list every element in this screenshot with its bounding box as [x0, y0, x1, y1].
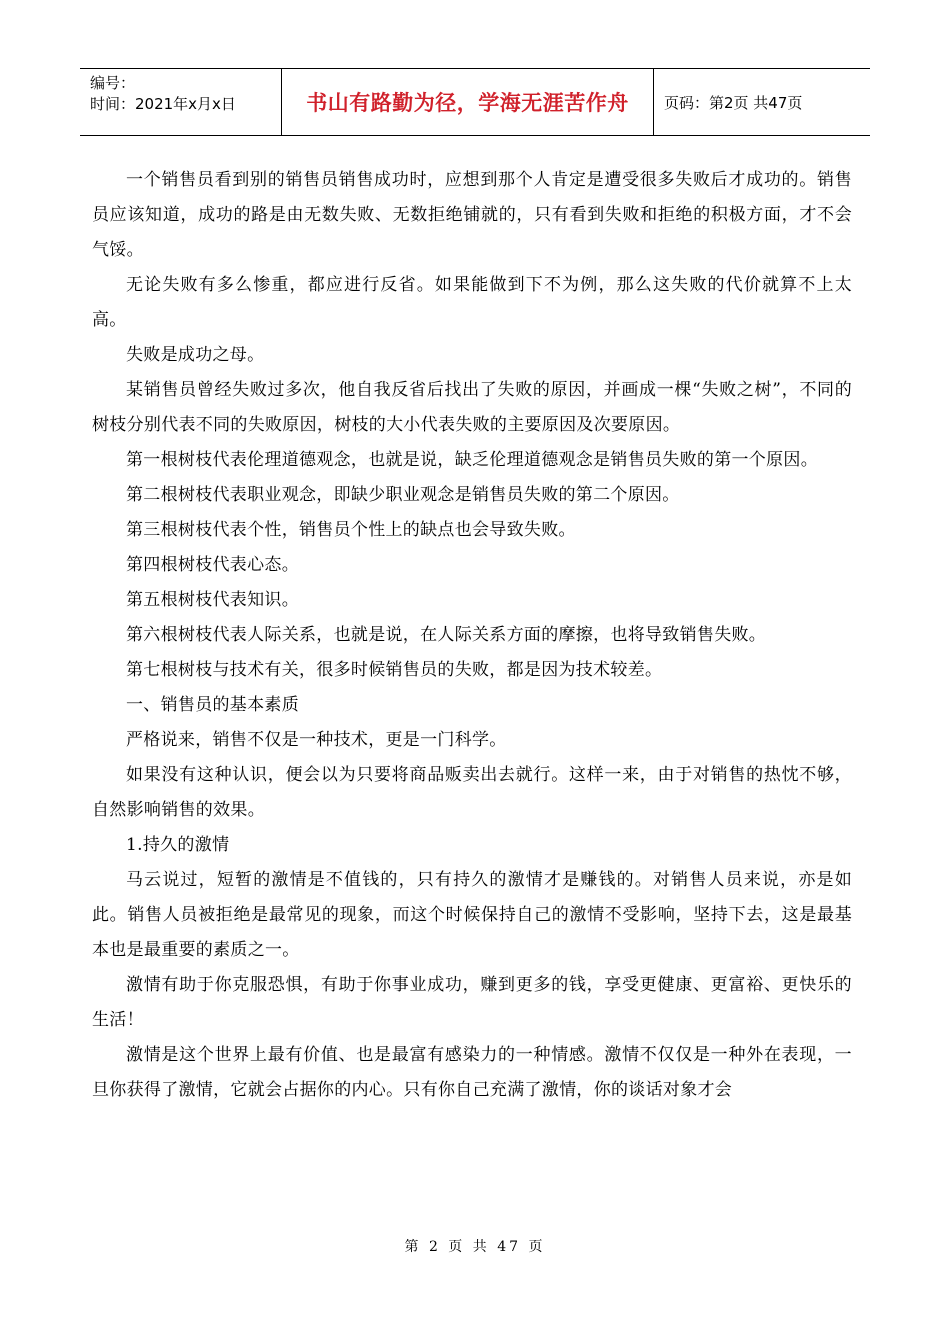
header-motto: 书山有路勤为径，学海无涯苦作舟 [282, 69, 654, 135]
page-header [80, 68, 870, 136]
paragraph: 激情有助于你克服恐惧，有助于你事业成功，赚到更多的钱，享受更健康、更富裕、更快乐的生活！ [92, 975, 852, 1030]
section-heading: 一、销售员的基本素质 [126, 695, 299, 715]
paragraph: 失败是成功之母。 [126, 345, 265, 365]
paragraph: 严格说来，销售不仅是一种技术，更是一门科学。 [126, 730, 507, 750]
subsection-heading: 1.持久的激情 [126, 835, 230, 855]
paragraph: 第二根树枝代表职业观念，即缺少职业观念是销售员失败的第二个原因。 [126, 485, 680, 505]
paragraph: 某销售员曾经失败过多次，他自我反省后找出了失败的原因，并画成一棵“失败之树”，不同的树枝分别代表不同的失败原因，树枝的大小代表失败的主要原因及次要原因。 [92, 380, 852, 435]
paragraph: 激情是这个世界上最有价值、也是最富有感染力的一种情感。激情不仅仅是一种外在表现，一旦你获得了激情，它就会占据你的内心。只有你自己充满了激情，你的谈话对象才会 [92, 1045, 852, 1100]
document-date: 时间：2021年x月x日 [90, 95, 236, 113]
paragraph: 第四根树枝代表心态。 [126, 555, 299, 575]
paragraph: 马云说过，短暂的激情是不值钱的，只有持久的激情才是赚钱的。对销售人员来说，亦是如此。销售人员被拒绝是最常见的现象，而这个时候保持自己的激情不受影响，坚持下去，这是最基本也是最重要的素质之一。 [92, 870, 852, 960]
paragraph: 无论失败有多么惨重，都应进行反省。如果能做到下不为例，那么这失败的代价就算不上太高。 [92, 275, 852, 330]
document-body [92, 163, 852, 1108]
paragraph: 第七根树枝与技术有关，很多时候销售员的失败，都是因为技术较差。 [126, 660, 663, 680]
paragraph: 第六根树枝代表人际关系，也就是说，在人际关系方面的摩擦，也将导致销售失败。 [126, 625, 767, 645]
paragraph: 第五根树枝代表知识。 [126, 590, 299, 610]
paragraph: 一个销售员看到别的销售员销售成功时，应想到那个人肯定是遭受很多失败后才成功的。销售员应该知道，成功的路是由无数失败、无数拒绝铺就的，只有看到失败和拒绝的积极方面，才不会气馁。 [92, 170, 852, 260]
document-number-label: 编号： [90, 74, 136, 92]
header-page-number: 页码：第2页 共47页 [664, 93, 803, 112]
paragraph: 第三根树枝代表个性，销售员个性上的缺点也会导致失败。 [126, 520, 576, 540]
page-footer: 第 2 页 共 47 页 [404, 1239, 546, 1255]
paragraph: 第一根树枝代表伦理道德观念，也就是说，缺乏伦理道德观念是销售员失败的第一个原因。 [126, 450, 818, 470]
header-meta [80, 69, 282, 135]
paragraph: 如果没有这种认识，便会以为只要将商品贩卖出去就行。这样一来，由于对销售的热忱不够，自然影响销售的效果。 [92, 765, 852, 820]
